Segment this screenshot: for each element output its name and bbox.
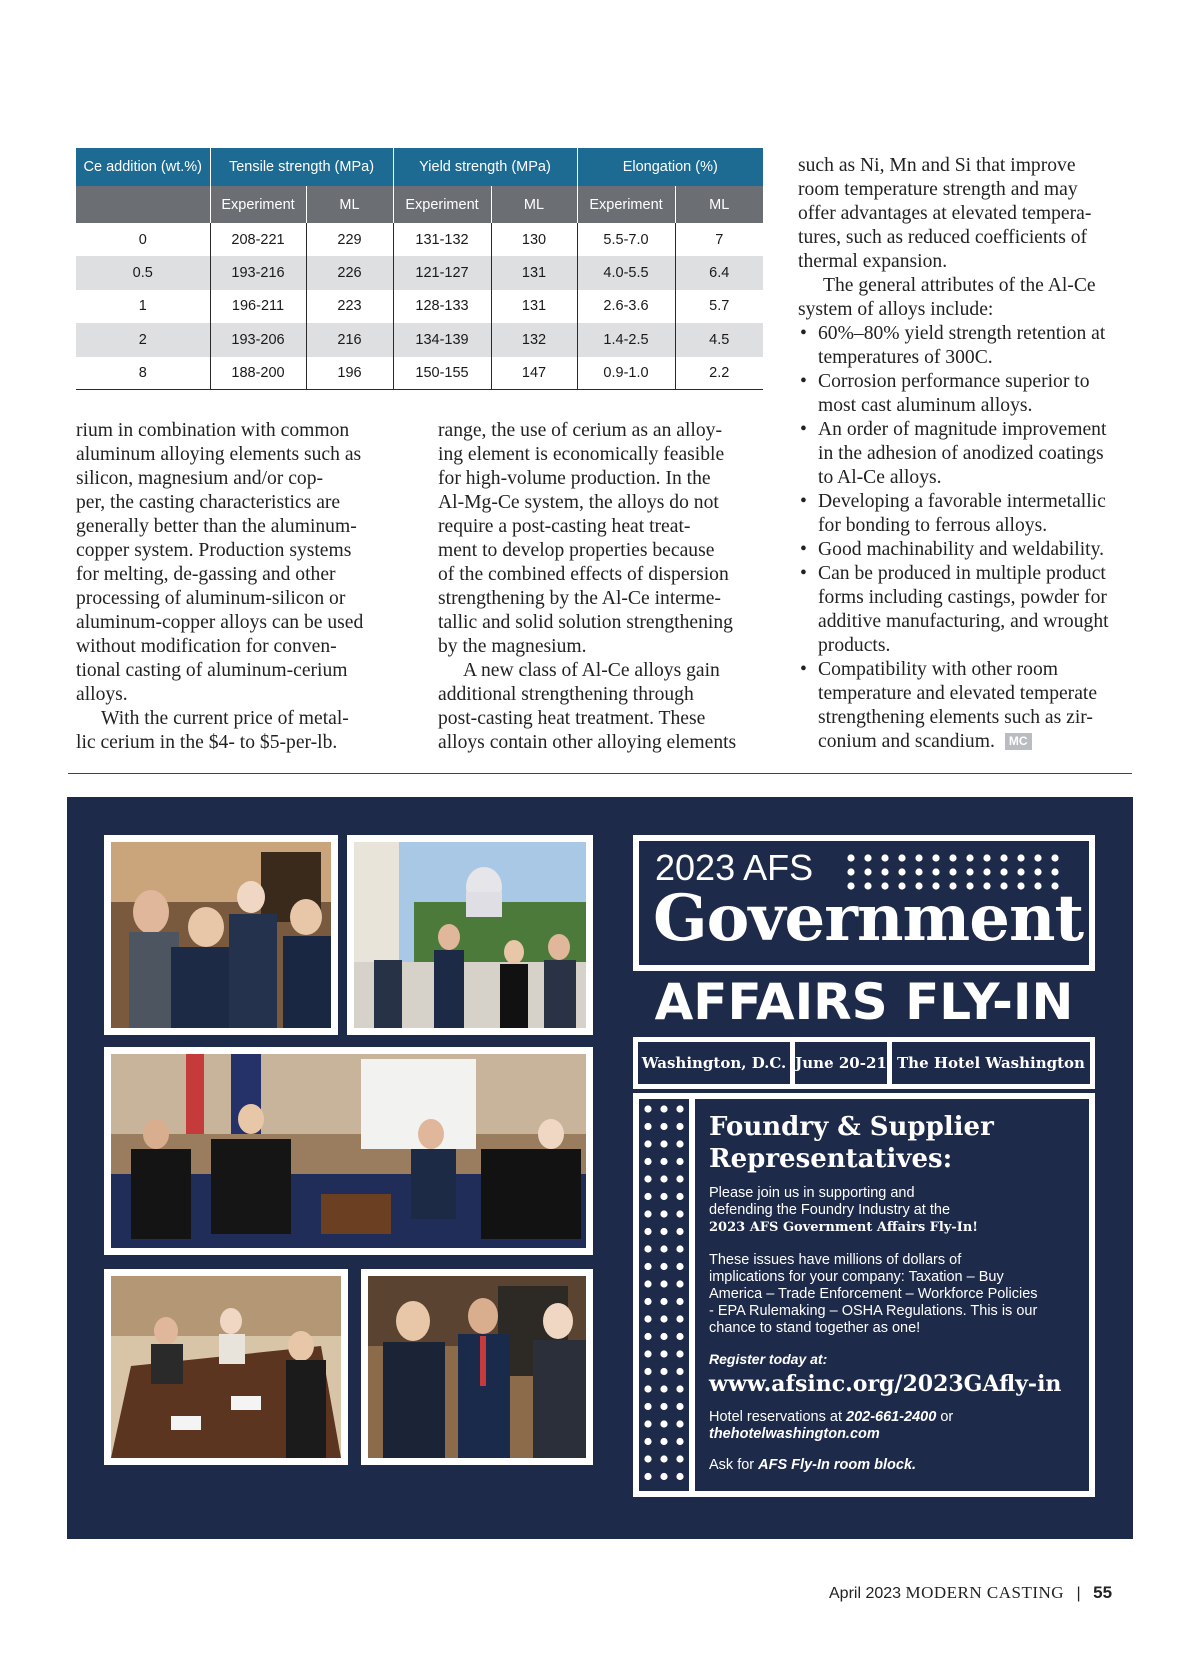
- register-label: Register today at:: [709, 1351, 828, 1367]
- table-cell: 132: [491, 323, 577, 356]
- table-cell: 5.7: [709, 298, 730, 315]
- register-link[interactable]: www.afsinc.org/2023GAfly-in: [709, 1371, 1062, 1397]
- text-line: ing element is economically feasible: [438, 444, 725, 465]
- section-divider: [68, 773, 1132, 774]
- bullet-line: most cast aluminum alloys.: [818, 395, 1033, 416]
- table-cell: 2.2: [675, 357, 763, 390]
- event-location: Washington, D.C.: [638, 1042, 790, 1084]
- subheader-cell: [76, 186, 210, 223]
- dot-column-icon: [639, 1099, 689, 1491]
- text-line: The general attributes of the Al-Ce: [823, 275, 1096, 296]
- event-hotel: The Hotel Washington: [892, 1042, 1090, 1084]
- text-line: aluminum alloying elements such as: [76, 444, 362, 465]
- bullet-line: temperatures of 300C.: [818, 347, 993, 368]
- text-line: require a post-casting heat treat-: [438, 516, 691, 537]
- subheader-cell: Experiment: [393, 186, 491, 223]
- text-line: for high-volume production. In the: [438, 468, 711, 489]
- bullet-dot-icon: •: [800, 419, 807, 440]
- article-column-3: [798, 154, 1128, 754]
- ad-title: Government: [653, 881, 1084, 956]
- table-cell: 216: [306, 323, 393, 356]
- end-mark-logo: MC: [1005, 733, 1032, 750]
- hotel-text: Hotel reservations at: [709, 1409, 842, 1425]
- table-cell: 130: [491, 223, 577, 256]
- table-cell: 2: [76, 323, 210, 356]
- text-line: Al-Mg-Ce system, the alloys do not: [438, 492, 719, 513]
- text-line: post-casting heat treatment. These: [438, 708, 706, 729]
- photo-conference-table: [104, 1269, 348, 1465]
- table-cell: 2.6-3.6: [577, 290, 675, 323]
- bullet-item: [798, 658, 1128, 754]
- text-line: for melting, de-gassing and other: [76, 564, 336, 585]
- bullet-line: additive manufacturing, and wrought: [818, 611, 1109, 632]
- bullet-dot-icon: •: [800, 563, 807, 584]
- text-line: such as Ni, Mn and Si that improve: [798, 155, 1076, 176]
- bullet-line: Compatibility with other room: [818, 659, 1059, 680]
- bullet-dot-icon: •: [800, 371, 807, 392]
- heading-line: Representatives:: [709, 1144, 953, 1174]
- bullet-dot-icon: •: [800, 539, 807, 560]
- table-cell: 223: [306, 290, 393, 323]
- bullet-item: [798, 490, 1128, 538]
- text-line: tional casting of aluminum-cerium: [76, 660, 348, 681]
- ask-text: Ask for: [709, 1457, 755, 1473]
- text-line: thermal expansion.: [798, 251, 948, 272]
- subheader-cell: ML: [491, 186, 577, 223]
- text-line: A new class of Al-Ce alloys gain: [463, 660, 720, 681]
- bullet-line: in the adhesion of anodized coatings: [818, 443, 1104, 464]
- bullet-dot-icon: •: [800, 491, 807, 512]
- room-block-name: AFS Fly-In room block.: [758, 1457, 917, 1473]
- hotel-website-link[interactable]: thehotelwashington.com: [709, 1426, 880, 1442]
- page-number: 55: [1093, 1583, 1113, 1602]
- text-line: rium in combination with common: [76, 420, 350, 441]
- table-cell: 193-206: [210, 323, 306, 356]
- panel-heading: [709, 1111, 1075, 1175]
- text-line: alloys contain other alloying elements: [438, 732, 737, 753]
- table-cell: 131: [491, 256, 577, 289]
- bullet-line: temperature and elevated temperate: [818, 683, 1098, 704]
- ad-info-panel: [633, 1093, 1095, 1497]
- text-line: alloys.: [76, 684, 128, 705]
- fly-in-advertisement: [67, 797, 1133, 1539]
- text-line: America – Trade Enforcement – Workforce Policies: [709, 1286, 1038, 1302]
- table-cell: 229: [306, 223, 393, 256]
- header-tensile-strength: Tensile strength (MPa): [210, 148, 393, 186]
- text-line: strengthening by the Al-Ce interme-: [438, 588, 721, 609]
- text-line: range, the use of cerium as an alloy-: [438, 420, 722, 441]
- event-name-line: 2023 AFS Government Affairs Fly-In!: [709, 1220, 979, 1235]
- text-line: ment to develop properties because: [438, 540, 715, 561]
- photo-congressional-office: [104, 1047, 593, 1255]
- table-cell: 1.4-2.5: [577, 323, 675, 356]
- photo-standing-group: [361, 1269, 593, 1465]
- text-line: aluminum-copper alloys can be used: [76, 612, 364, 633]
- table-cell: 0.9-1.0: [577, 357, 675, 390]
- table-cell: 150-155: [393, 357, 491, 390]
- ad-title-inner: [639, 841, 1089, 965]
- photo-office-meeting: [104, 835, 338, 1035]
- table-cell: 4.0-5.5: [577, 256, 675, 289]
- table-row: [76, 223, 763, 256]
- bullet-last-line: [818, 730, 1128, 754]
- bullet-line: 60%–80% yield strength retention at: [818, 323, 1106, 344]
- table-group-header-row: [76, 148, 763, 186]
- text-line: system of alloys include:: [798, 299, 994, 320]
- text-line: without modification for conven-: [76, 636, 337, 657]
- table-cell: 0.5: [76, 256, 210, 289]
- text-line: chance to stand together as one!: [709, 1320, 921, 1336]
- table-sub-header-row: [76, 186, 763, 223]
- table-cell: 131: [491, 290, 577, 323]
- hotel-line: [709, 1409, 1075, 1426]
- bullet-line: Good machinability and weldability.: [818, 539, 1105, 560]
- footer-separator: |: [1076, 1585, 1081, 1602]
- table-cell: 226: [306, 256, 393, 289]
- room-block-line: [709, 1457, 1075, 1474]
- text-line: of the combined effects of dispersion: [438, 564, 729, 585]
- text-line: defending the Foundry Industry at the: [709, 1202, 951, 1218]
- text-line: copper system. Production systems: [76, 540, 352, 561]
- subheader-cell: Experiment: [210, 186, 306, 223]
- table-cell: 131-132: [393, 223, 491, 256]
- hotel-or: or: [940, 1409, 954, 1425]
- header-ce-addition: Ce addition (wt.%): [76, 148, 210, 186]
- event-dates: June 20-21: [795, 1042, 887, 1084]
- bullet-item: [798, 370, 1128, 418]
- ad-year-line: 2023 AFS: [655, 847, 814, 888]
- bullet-line: products.: [818, 635, 891, 656]
- hotel-paragraph: [709, 1409, 1075, 1443]
- text-line: tallic and solid solution strengthening: [438, 612, 733, 633]
- article-column-1: [76, 419, 396, 755]
- table-cell: 121-127: [393, 256, 491, 289]
- magazine-name: MODERN CASTING: [905, 1583, 1065, 1602]
- text-line: These issues have millions of dollars of: [709, 1252, 962, 1268]
- subheader-cell: Experiment: [577, 186, 675, 223]
- header-yield-strength: Yield strength (MPa): [393, 148, 577, 186]
- table-cell: 8: [76, 357, 210, 390]
- panel-text: [695, 1099, 1089, 1491]
- bullet-line: forms including castings, powder for: [818, 587, 1107, 608]
- bullet-dot-icon: •: [800, 659, 807, 680]
- text-line: room temperature strength and may: [798, 179, 1078, 200]
- text-line: offer advantages at elevated tempera-: [798, 203, 1092, 224]
- issue-date: April 2023: [829, 1585, 902, 1602]
- article-column-2: [438, 419, 763, 755]
- table-row: [76, 256, 763, 289]
- bullet-line: Developing a favorable intermetallic: [818, 491, 1106, 512]
- heading-line: Foundry & Supplier: [709, 1112, 994, 1142]
- subheader-cell: ML: [306, 186, 393, 223]
- ad-subtitle: AFFAIRS FLY-IN: [654, 973, 1074, 1031]
- text-line: lic cerium in the $4- to $5-per-lb.: [76, 732, 338, 753]
- table-cell: 196: [306, 357, 393, 390]
- table-cell: 188-200: [210, 357, 306, 390]
- bullet-line: Can be produced in multiple product: [818, 563, 1106, 584]
- page-footer: [829, 1583, 1112, 1603]
- table-cell: 208-221: [210, 223, 306, 256]
- invite-paragraph: [709, 1185, 1075, 1236]
- table-cell: 196-211: [210, 290, 306, 323]
- header-elongation: Elongation (%): [577, 148, 763, 186]
- text-line: tures, such as reduced coefficients of: [798, 227, 1088, 248]
- table-row: [76, 357, 763, 390]
- ad-title-box: [633, 835, 1095, 971]
- text-line: by the magnesium.: [438, 636, 587, 657]
- text-line: implications for your company: Taxation – Buy: [709, 1269, 1004, 1285]
- table-cell: 7: [715, 231, 724, 248]
- table-row: [76, 323, 763, 356]
- text-line: per, the casting characteristics are: [76, 492, 341, 513]
- bullet-item: [798, 418, 1128, 490]
- hotel-phone[interactable]: 202-661-2400: [846, 1409, 937, 1425]
- text-line: Please join us in supporting and: [709, 1185, 915, 1201]
- bullet-item: [798, 562, 1128, 658]
- text-line: silicon, magnesium and/or cop-: [76, 468, 324, 489]
- ce-properties-table: [76, 148, 763, 390]
- bullet-line: conium and scandium.: [818, 731, 995, 752]
- bullet-item: [798, 538, 1128, 562]
- event-info-row: [633, 1037, 1095, 1089]
- bullet-line: strengthening elements such as zir-: [818, 707, 1093, 728]
- text-line: additional strengthening through: [438, 684, 694, 705]
- bullet-line: to Al-Ce alloys.: [818, 467, 942, 488]
- table-cell: 6.4: [675, 256, 763, 289]
- table-cell: 4.5: [675, 323, 763, 356]
- table-cell: 1: [76, 290, 210, 323]
- subheader-cell: ML: [675, 186, 763, 223]
- text-line: With the current price of metal-: [101, 708, 349, 729]
- table-cell: 128-133: [393, 290, 491, 323]
- table-cell: 5.5-7.0: [577, 223, 675, 256]
- text-line: generally better than the aluminum-: [76, 516, 357, 537]
- bullet-line: An order of magnitude improvement: [818, 419, 1107, 440]
- table-cell: 193-216: [210, 256, 306, 289]
- bullet-line: for bonding to ferrous alloys.: [818, 515, 1048, 536]
- table-cell: 134-139: [393, 323, 491, 356]
- issues-paragraph: [709, 1252, 1075, 1337]
- bullet-item: [798, 322, 1128, 370]
- photo-capitol-terrace: [347, 835, 593, 1035]
- table-cell: 0: [76, 223, 210, 256]
- table-row: [76, 290, 763, 323]
- panel-dot-column: [639, 1099, 689, 1491]
- bullet-dot-icon: •: [800, 323, 807, 344]
- text-line: - EPA Rulemaking – OSHA Regulations. This is our: [709, 1303, 1038, 1319]
- text-line: processing of aluminum-silicon or: [76, 588, 346, 609]
- table-cell: 147: [491, 357, 577, 390]
- bullet-line: Corrosion performance superior to: [818, 371, 1090, 392]
